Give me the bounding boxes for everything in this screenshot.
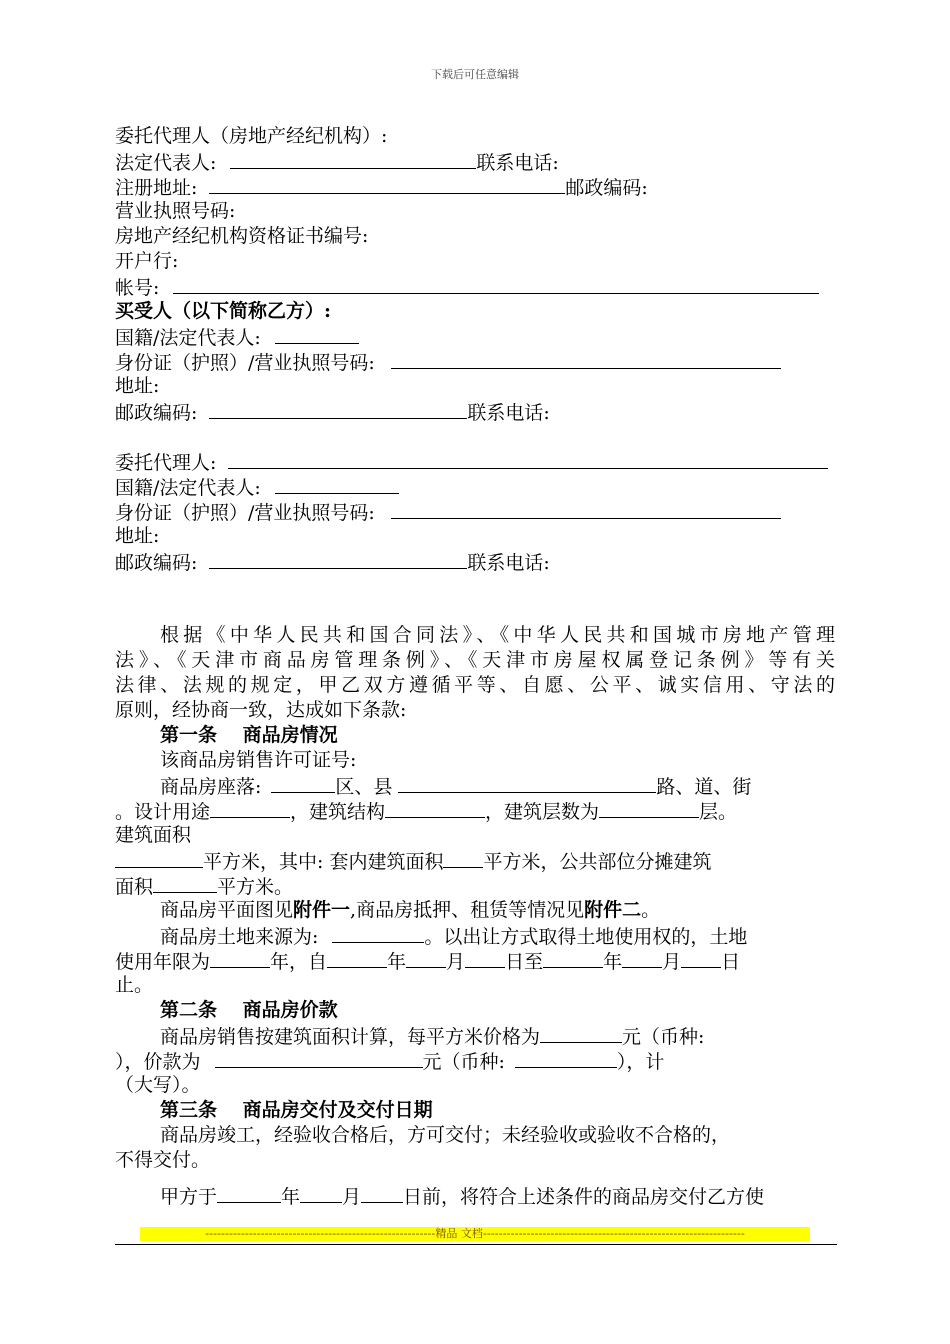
blank-field bbox=[443, 848, 483, 868]
preamble-line-3: 法律、法规的规定，甲乙双方遵循平等、自愿、公平、诚实信用、守法的 bbox=[115, 674, 835, 696]
blank-field bbox=[332, 923, 424, 943]
footer-divider bbox=[115, 1244, 837, 1245]
blank-field bbox=[153, 873, 217, 893]
article-2-price-line: 商品房销售按建筑面积计算，每平方米价格为 元（币种: bbox=[160, 1023, 704, 1048]
blank-field bbox=[210, 948, 270, 968]
article-1-land-line: 商品房土地来源为: 。以出让方式取得土地使用权的，土地 bbox=[160, 923, 747, 948]
seller-agent-account-line: 帐号: bbox=[115, 274, 819, 299]
attachment-2-ref: 附件二 bbox=[584, 899, 642, 921]
blank-field bbox=[465, 948, 505, 968]
article-2-total-line: ），价款为 元（币种: ），计 bbox=[115, 1048, 835, 1073]
buyer-agent-title-line: 委托代理人: bbox=[115, 449, 828, 474]
blank-field bbox=[173, 274, 819, 294]
blank-field bbox=[540, 1023, 622, 1043]
blank-field bbox=[391, 499, 781, 519]
article-1-area-line: 平方米，其中: 套内建筑面积 平方米，公共部位分摊建筑 bbox=[115, 848, 711, 873]
blank-field bbox=[209, 549, 467, 569]
seller-agent-license-line: 营业执照号码: bbox=[115, 200, 236, 222]
blank-field bbox=[275, 324, 359, 344]
buyer-title: 买受人（以下简称乙方）: bbox=[115, 300, 332, 322]
seller-agent-bank-line: 开户行: bbox=[115, 250, 179, 272]
buyer-id-line: 身份证（护照）/营业执照号码: bbox=[115, 349, 781, 374]
blank-field bbox=[398, 773, 656, 793]
article-1-area-title: 建筑面积 bbox=[115, 824, 192, 846]
buyer-agent-address-line: 地址: bbox=[115, 525, 160, 547]
buyer-agent-postcode-line: 邮政编码: 联系电话: bbox=[115, 549, 550, 574]
footer-banner: ----------------------------------------------------------精品 文档------------------------------------------------------------------ bbox=[140, 1227, 810, 1241]
article-1-term-end: 止。 bbox=[115, 974, 154, 996]
blank-field bbox=[385, 798, 485, 818]
blank-field bbox=[228, 449, 828, 469]
article-1-title: 第一条 商品房情况 bbox=[160, 724, 338, 746]
blank-field bbox=[210, 798, 290, 818]
blank-field bbox=[275, 474, 399, 494]
blank-field bbox=[300, 1183, 342, 1203]
blank-field bbox=[681, 948, 721, 968]
blank-field bbox=[327, 948, 387, 968]
buyer-agent-nationality-line: 国籍/法定代表人: bbox=[115, 474, 399, 499]
article-3-para-2: 不得交付。 bbox=[115, 1149, 211, 1171]
blank-field bbox=[271, 773, 335, 793]
article-1-use-line: 。设计用途 ，建筑结构 ，建筑层数为 层。 bbox=[115, 798, 737, 823]
blank-field bbox=[406, 948, 446, 968]
seller-agent-legal-rep-line: 法定代表人: 联系电话: bbox=[115, 149, 559, 174]
article-3-para-1: 商品房竣工，经验收合格后，方可交付；未经验收或验收不合格的， bbox=[160, 1124, 731, 1146]
seller-agent-cert-line: 房地产经纪机构资格证书编号: bbox=[115, 225, 369, 247]
article-1-term-line: 使用年限为 年，自 年 月 日至 年 月 日 bbox=[115, 948, 740, 973]
blank-field bbox=[209, 174, 565, 194]
seller-agent-title: 委托代理人（房地产经纪机构）: bbox=[115, 125, 388, 147]
article-1-location-line: 商品房座落: 区、县 路、道、街 bbox=[160, 773, 751, 798]
seller-agent-reg-addr-line: 注册地址: 邮政编码: bbox=[115, 174, 648, 199]
article-3-date-line: 甲方于 年 月 日前，将符合上述条件的商品房交付乙方使 bbox=[160, 1183, 764, 1208]
blank-field bbox=[515, 1048, 617, 1068]
blank-field bbox=[230, 149, 476, 169]
blank-field bbox=[217, 1183, 281, 1203]
article-2-title: 第二条 商品房价款 bbox=[160, 999, 338, 1021]
article-1-shared-area-line: 面积 平方米。 bbox=[115, 873, 293, 898]
blank-field bbox=[115, 848, 203, 868]
preamble-line-4: 原则，经协商一致，达成如下条款: bbox=[115, 699, 407, 721]
header-note: 下载后可任意编辑 bbox=[431, 68, 519, 81]
blank-field bbox=[361, 1183, 403, 1203]
preamble-line-1: 根据《中华人民共和国合同法》、《中华人民共和国城市房地产管理 bbox=[160, 624, 835, 646]
article-1-permit: 该商品房销售许可证号: bbox=[160, 749, 357, 771]
article-2-words-line: （大写）。 bbox=[115, 1074, 201, 1096]
article-1-plan-line: 商品房平面图见附件一,商品房抵押、租赁等情况见附件二。 bbox=[160, 899, 661, 921]
buyer-agent-id-line: 身份证（护照）/营业执照号码: bbox=[115, 499, 781, 524]
blank-field bbox=[599, 798, 699, 818]
buyer-address-line: 地址: bbox=[115, 375, 160, 397]
blank-field bbox=[391, 349, 781, 369]
blank-field bbox=[622, 948, 662, 968]
article-3-title: 第三条 商品房交付及交付日期 bbox=[160, 1099, 433, 1121]
blank-field bbox=[215, 1048, 423, 1068]
attachment-1-ref: 附件一 bbox=[293, 899, 351, 921]
blank-field bbox=[209, 399, 467, 419]
buyer-nationality-line: 国籍/法定代表人: bbox=[115, 324, 359, 349]
blank-field bbox=[543, 948, 603, 968]
buyer-postcode-line: 邮政编码: 联系电话: bbox=[115, 399, 550, 424]
preamble-line-2: 法》、《天津市商品房管理条例》、《天津市房屋权属登记条例》等有关 bbox=[115, 649, 835, 671]
